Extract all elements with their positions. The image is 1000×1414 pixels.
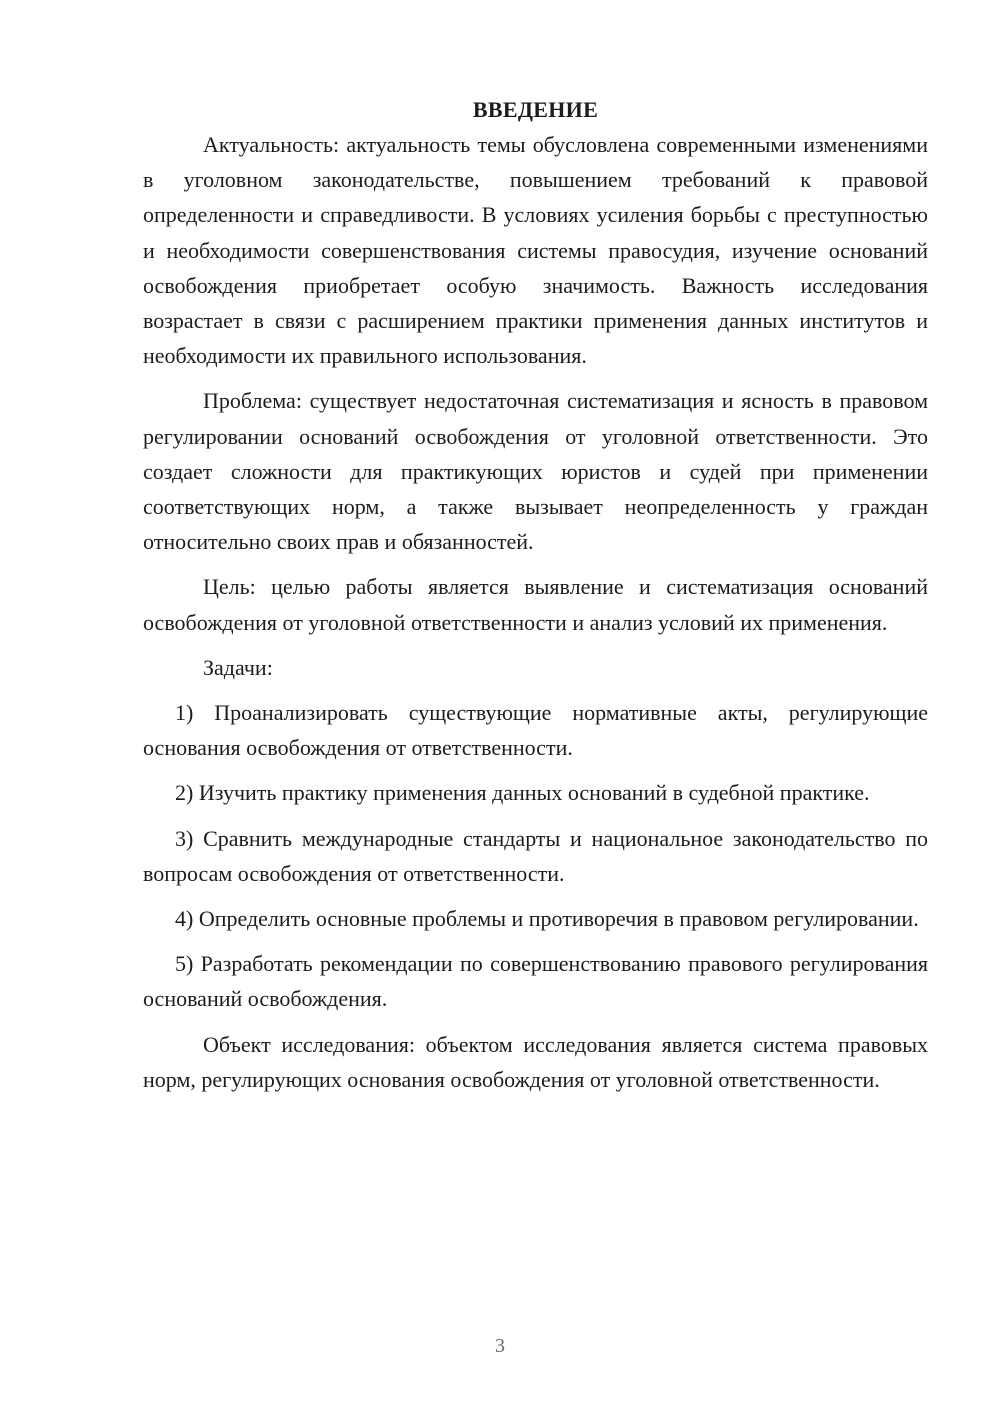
- document-page: [143, 92, 928, 1107]
- paragraph-goal: Цель: целью работы является выявление и систематизация оснований освобождения от уголовной ответственности и анализ условий их применения.: [143, 574, 928, 635]
- paragraph-object: Объект исследования: объектом исследования является система правовых норм, регулирующих основания освобождения от уголовной ответственности.: [143, 1031, 928, 1092]
- tasks-label: Задачи:: [203, 654, 273, 680]
- section-title: ВВЕДЕНИЕ: [472, 97, 599, 122]
- task-item-1: 1) Проанализировать существующие нормативные акты, регулирующие основания освобождения от ответственности.: [143, 700, 928, 761]
- paragraph-relevance: Актуальность: актуальность темы обусловлена современными изменениями в уголовном законодательстве, повышением требований к правовой определенности и справедливости. В условиях усиления борьбы с преступностью и необходимости совершенствования системы правосудия, изучение оснований освобождения приобретает особую значимость. Важность исследования возрастает в связи с расширением практики применения данных институтов и необходимости их правильного использования.: [143, 132, 928, 369]
- task-item-5: 5) Разработать рекомендации по совершенствованию правового регулирования оснований освобождения.: [143, 951, 928, 1012]
- task-item-4: 4) Определить основные проблемы и противоречия в правовом регулировании.: [175, 906, 919, 932]
- task-item-2: 2) Изучить практику применения данных оснований в судебной практике.: [175, 780, 870, 806]
- paragraph-problem: Проблема: существует недостаточная систематизация и ясность в правовом регулировании оснований освобождения от уголовной ответственности. Это создает сложности для практикующих юристов и судей при применении соответствующих норм, а также вызывает неопределенность у граждан относительно своих прав и обязанностей.: [143, 388, 928, 555]
- page-number: 3: [495, 1335, 505, 1357]
- task-item-3: 3) Сравнить международные стандарты и национальное законодательство по вопросам освобождения от ответственности.: [143, 825, 928, 886]
